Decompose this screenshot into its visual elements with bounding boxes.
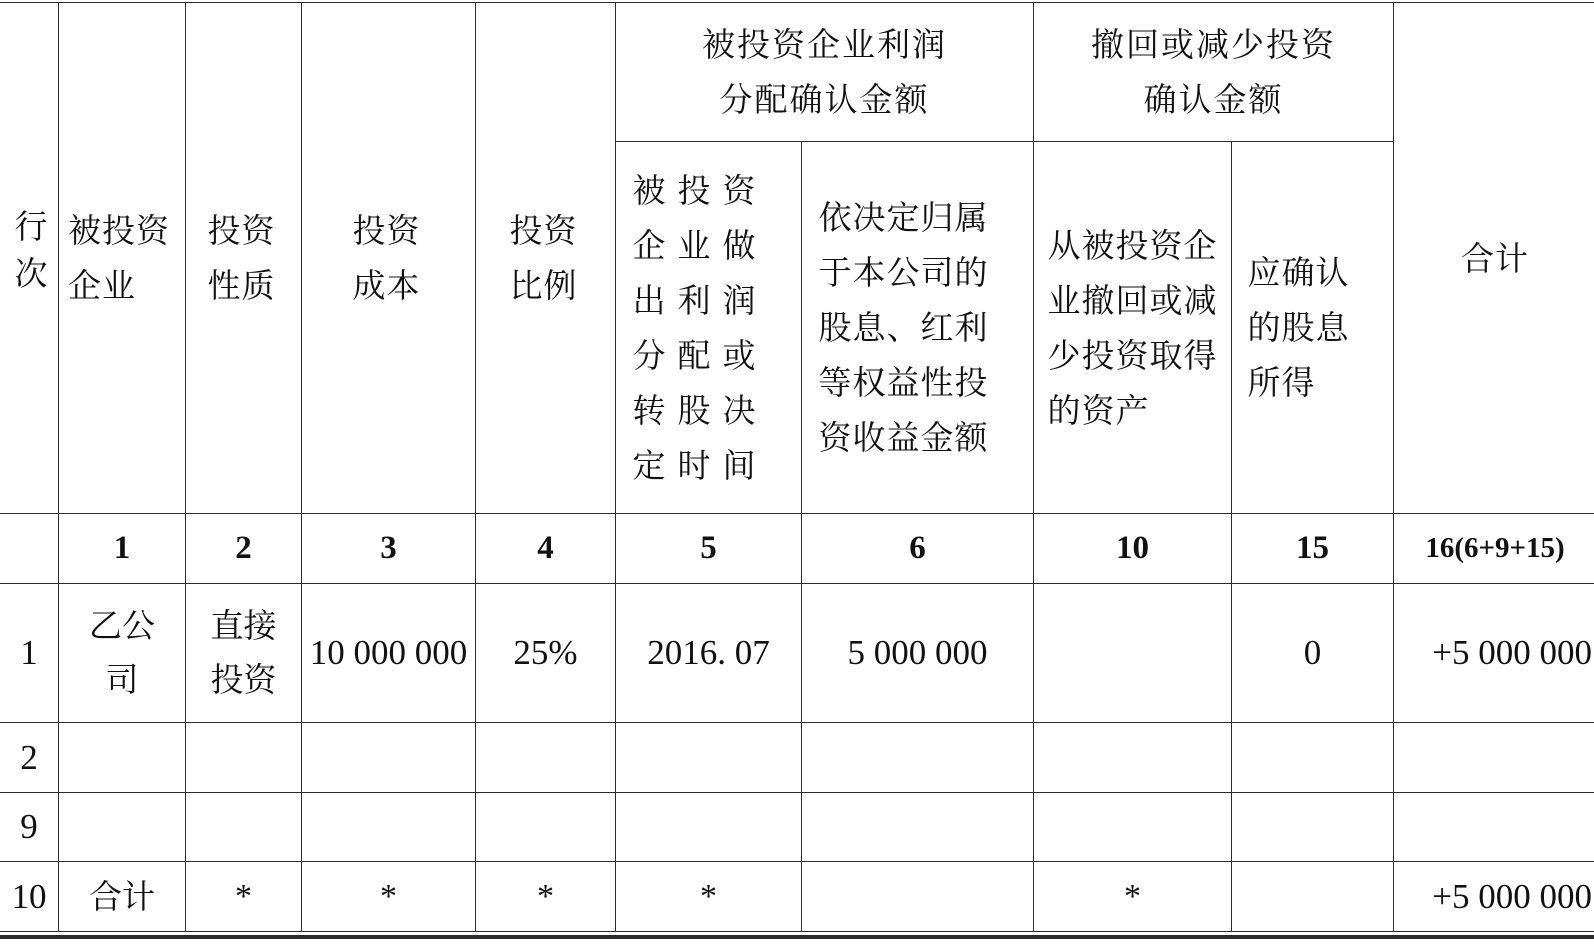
total-value — [1394, 723, 1594, 793]
header-invested-company-label: 被投资企业 — [68, 211, 170, 305]
header-decision-time-label: 被投资企业做出利润分配或转股决定时间 — [632, 170, 768, 485]
investment-nature-value: * — [186, 862, 302, 932]
decision-time-value: 2016. 07 — [616, 584, 802, 723]
header-group-withdraw — [1034, 3, 1394, 142]
header-total-label: 合计 — [1461, 238, 1529, 278]
column-number: 5 — [616, 514, 802, 584]
row-number: 10 — [0, 862, 59, 932]
investment-ratio-value — [476, 793, 616, 862]
column-number: 2 — [186, 514, 302, 584]
column-number: 15 — [1232, 514, 1394, 584]
withdraw-assets-value — [1034, 584, 1232, 723]
header-row-no-label: 行次 — [9, 209, 49, 303]
withdraw-assets-value: * — [1034, 862, 1232, 932]
table-row — [0, 723, 1594, 793]
header-withdraw-assets — [1034, 142, 1232, 514]
header-total — [1394, 3, 1594, 514]
header-decision-time — [616, 142, 802, 514]
column-number: 6 — [802, 514, 1034, 584]
header-investment-cost — [302, 3, 476, 514]
investment-cost-value: 10 000 000 — [302, 584, 476, 723]
row-number: 9 — [0, 793, 59, 862]
header-investment-nature-label: 投资性质 — [207, 211, 276, 305]
total-value: +5 000 000 — [1394, 584, 1594, 723]
company-name: 合计 — [59, 862, 186, 932]
dividend-income-value — [1232, 793, 1394, 862]
dividend-amount-value — [802, 723, 1034, 793]
investment-nature-value — [186, 723, 302, 793]
withdraw-assets-value — [1034, 723, 1232, 793]
dividend-income-value — [1232, 723, 1394, 793]
header-group-withdraw-label: 撤回或减少投资确认金额 — [1091, 25, 1336, 119]
column-number: 1 — [59, 514, 186, 584]
investment-ratio-value: 25% — [476, 584, 616, 723]
total-value: +5 000 000 — [1394, 862, 1594, 932]
header-investment-ratio-label: 投资比例 — [509, 211, 578, 305]
total-value — [1394, 793, 1594, 862]
column-number: 4 — [476, 514, 616, 584]
header-group-profit-label: 被投资企业利润分配确认金额 — [702, 25, 947, 119]
company-name — [59, 793, 186, 862]
table-row — [0, 793, 1594, 862]
column-number-row — [0, 514, 1594, 584]
column-number: 10 — [1034, 514, 1232, 584]
header-row-no — [0, 3, 59, 514]
header-dividend-income-label: 应确认的股息所得 — [1247, 253, 1350, 402]
investment-nature-value: 直接投资 — [210, 606, 277, 699]
dividend-income-value: 0 — [1232, 584, 1394, 723]
header-dividend-amount — [802, 142, 1034, 514]
investment-ratio-value — [476, 723, 616, 793]
withdraw-assets-value — [1034, 793, 1232, 862]
decision-time-value — [616, 723, 802, 793]
header-investment-ratio — [476, 3, 616, 514]
column-number: 3 — [302, 514, 476, 584]
investment-cost-value — [302, 793, 476, 862]
header-group-profit — [616, 3, 1034, 142]
company-name: 乙公司 — [89, 606, 155, 699]
dividend-amount-value — [802, 862, 1034, 932]
nature-cell — [186, 584, 302, 723]
header-investment-nature — [186, 3, 302, 514]
company-name — [59, 723, 186, 793]
investment-cost-value: * — [302, 862, 476, 932]
investment-ratio-value: * — [476, 862, 616, 932]
column-number-total: 16(6+9+15) — [1394, 514, 1594, 584]
row-number: 2 — [0, 723, 59, 793]
table-row — [0, 584, 1594, 723]
dividend-amount-value: 5 000 000 — [802, 584, 1034, 723]
column-number-blank — [0, 514, 59, 584]
row-number: 1 — [0, 584, 59, 723]
table-row-total — [0, 862, 1594, 932]
dividend-income-value — [1232, 862, 1394, 932]
header-invested-company — [59, 3, 186, 514]
header-group-row — [0, 3, 1594, 142]
header-investment-cost-label: 投资成本 — [352, 211, 421, 305]
investment-cost-value — [302, 723, 476, 793]
investment-income-table — [0, 2, 1594, 932]
decision-time-value — [616, 793, 802, 862]
header-withdraw-assets-label: 从被投资企业撤回或减少投资取得的资产 — [1047, 225, 1218, 430]
decision-time-value: * — [616, 862, 802, 932]
investment-nature-value — [186, 793, 302, 862]
bottom-rule — [0, 935, 1594, 939]
dividend-amount-value — [802, 793, 1034, 862]
header-dividend-amount-label: 依决定归属于本公司的股息、红利等权益性投资收益金额 — [818, 198, 989, 457]
company-cell — [59, 584, 186, 723]
header-dividend-income — [1232, 142, 1394, 514]
